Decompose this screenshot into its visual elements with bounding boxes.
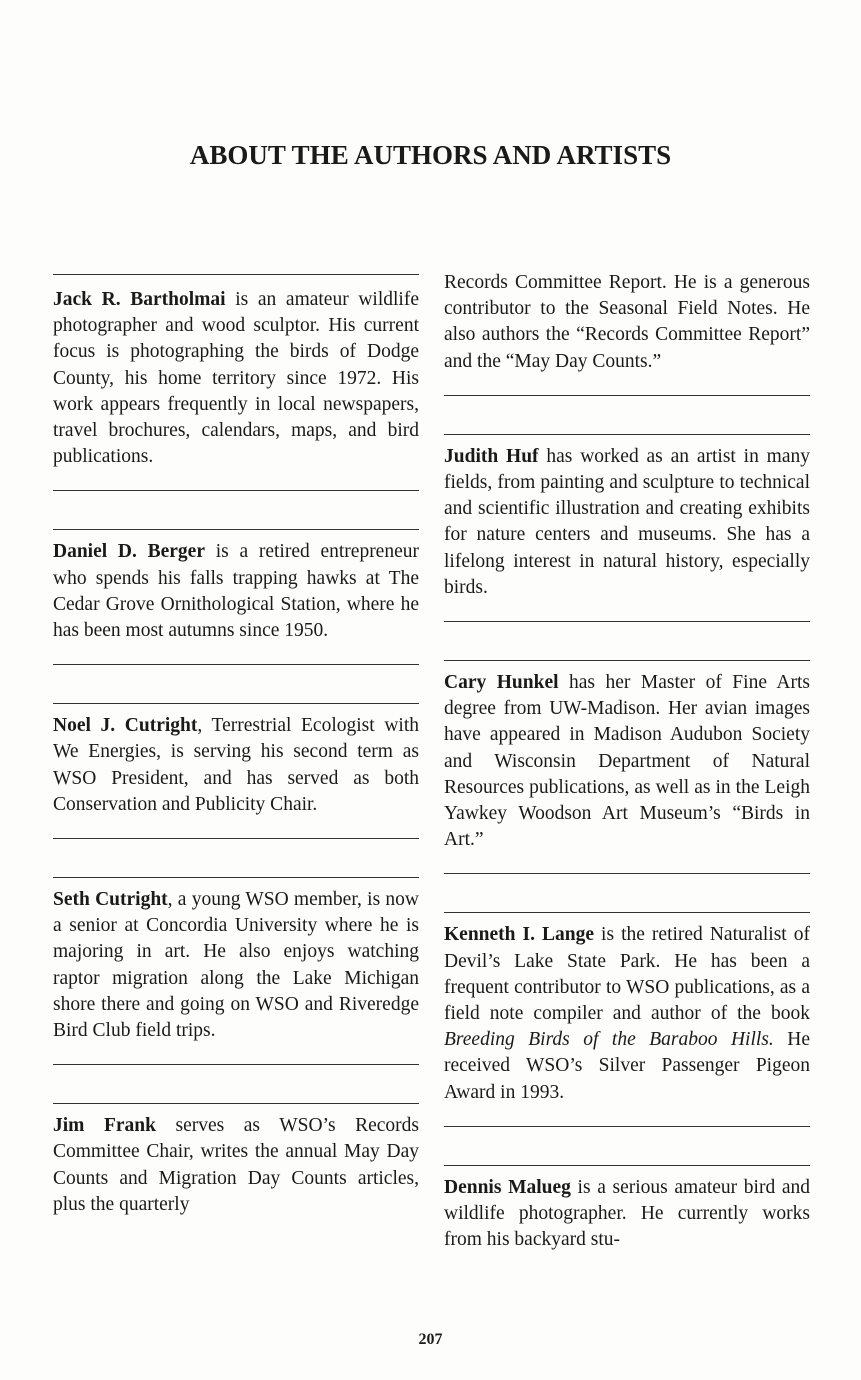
divider-rule: [444, 912, 810, 913]
author-bio-continuation: Records Committee Report. He is a generous contributor to the Seasonal Field Notes. He also authors the “Records Committee Report” and the “May Day Counts.”: [444, 272, 810, 372]
divider-rule: [53, 274, 419, 275]
divider-rule: [53, 1064, 419, 1065]
author-name: Dennis Malueg: [444, 1176, 571, 1198]
page-title: ABOUT THE AUTHORS AND ARTISTS: [189, 140, 672, 170]
author-name: Kenneth I. Lange: [444, 924, 595, 946]
divider-rule: [444, 395, 810, 396]
author-bio: He received WSO’s Silver Passenger Pigeon Award in 1993.: [444, 1029, 810, 1103]
author-entry-seth-cutright: [53, 887, 419, 1044]
author-name: Seth Cutright: [53, 889, 168, 911]
author-bio: has worked as an artist in many fields, from painting and sculpture to technical and scientific illustration and creating exhibits for nature centers and museums. She has a lifelong interest in natural history, especially birds.: [444, 445, 811, 598]
author-name: Noel J. Cutright: [53, 715, 198, 737]
author-entry-berger: [53, 539, 419, 644]
left-column: [53, 270, 419, 1218]
author-entry-noel-cutright: [53, 713, 419, 818]
author-bio: has her Master of Fine Arts degree from UW-Madison. Her avian images have appeared in Madison Audubon Society and Wisconsin Department of Natural Resources publications, as well as in the Leigh Yawkey Woodson Art Museum’s “Birds in Art.”: [444, 672, 810, 851]
author-bio: serves as WSO’s Records Committee Chair, writes the annual May Day Counts and Migration Day Counts articles, plus the quarterly: [53, 1115, 419, 1215]
author-name: Cary Hunkel: [444, 672, 559, 694]
divider-rule: [444, 873, 810, 874]
author-bio: , a young WSO member, is now a senior at Concordia University where he is majoring in art. He also enjoys watching raptor migration along the Lake Michigan shore there and going on WSO and Riveredge Bird Club field trips.: [53, 889, 419, 1042]
divider-rule: [53, 838, 419, 839]
author-bio: is an amateur wildlife photographer and wood sculptor. His current focus is photographing the birds of Dodge County, his home territory since 1972. His work appears frequently in local newspapers, travel brochures, calendars, maps, and bird publications.: [53, 289, 419, 468]
author-entry-malueg: [444, 1175, 810, 1254]
author-entry-frank-continued: [444, 270, 810, 375]
author-entry-hunkel: [444, 670, 810, 853]
author-name: Judith Huf: [444, 445, 539, 467]
divider-rule: [444, 434, 810, 435]
page-number: 207: [418, 1331, 443, 1348]
author-bio: is a retired entrepreneur who spends his falls trapping hawks at The Cedar Grove Ornithological Station, where he has been most autumns since 1950.: [53, 541, 419, 642]
author-bio: is the retired Naturalist of Devil’s Lake State Park. He has been a frequent contributor to WSO publications, as a field note compiler and author of the book: [444, 924, 810, 1025]
author-entry-bartholmai: [53, 287, 419, 470]
author-bio: , Terrestrial Ecologist with We Energies, is serving his second term as WSO President, and has served as both Conservation and Publicity Chair.: [53, 715, 419, 815]
author-entry-lange: [444, 922, 810, 1105]
author-name: Jim Frank: [53, 1115, 156, 1137]
author-entry-frank: [53, 1113, 419, 1218]
divider-rule: [53, 703, 419, 704]
divider-rule: [444, 1126, 810, 1127]
author-name: Jack R. Bartholmai: [53, 289, 226, 310]
divider-rule: [53, 664, 419, 665]
divider-rule: [53, 877, 419, 878]
author-name: Daniel D. Berger: [53, 541, 205, 563]
author-bio: is a serious amateur bird and wildlife photographer. He currently works from his backyard stu-: [444, 1176, 811, 1251]
divider-rule: [53, 529, 419, 530]
divider-rule: [444, 660, 810, 661]
author-entry-huf: [444, 444, 810, 601]
right-column: [444, 270, 810, 1253]
divider-rule: [444, 1165, 810, 1166]
divider-rule: [53, 1103, 419, 1104]
divider-rule: [53, 490, 419, 491]
book-title: Breeding Birds of the Baraboo Hills.: [444, 1029, 774, 1051]
divider-rule: [444, 621, 810, 622]
